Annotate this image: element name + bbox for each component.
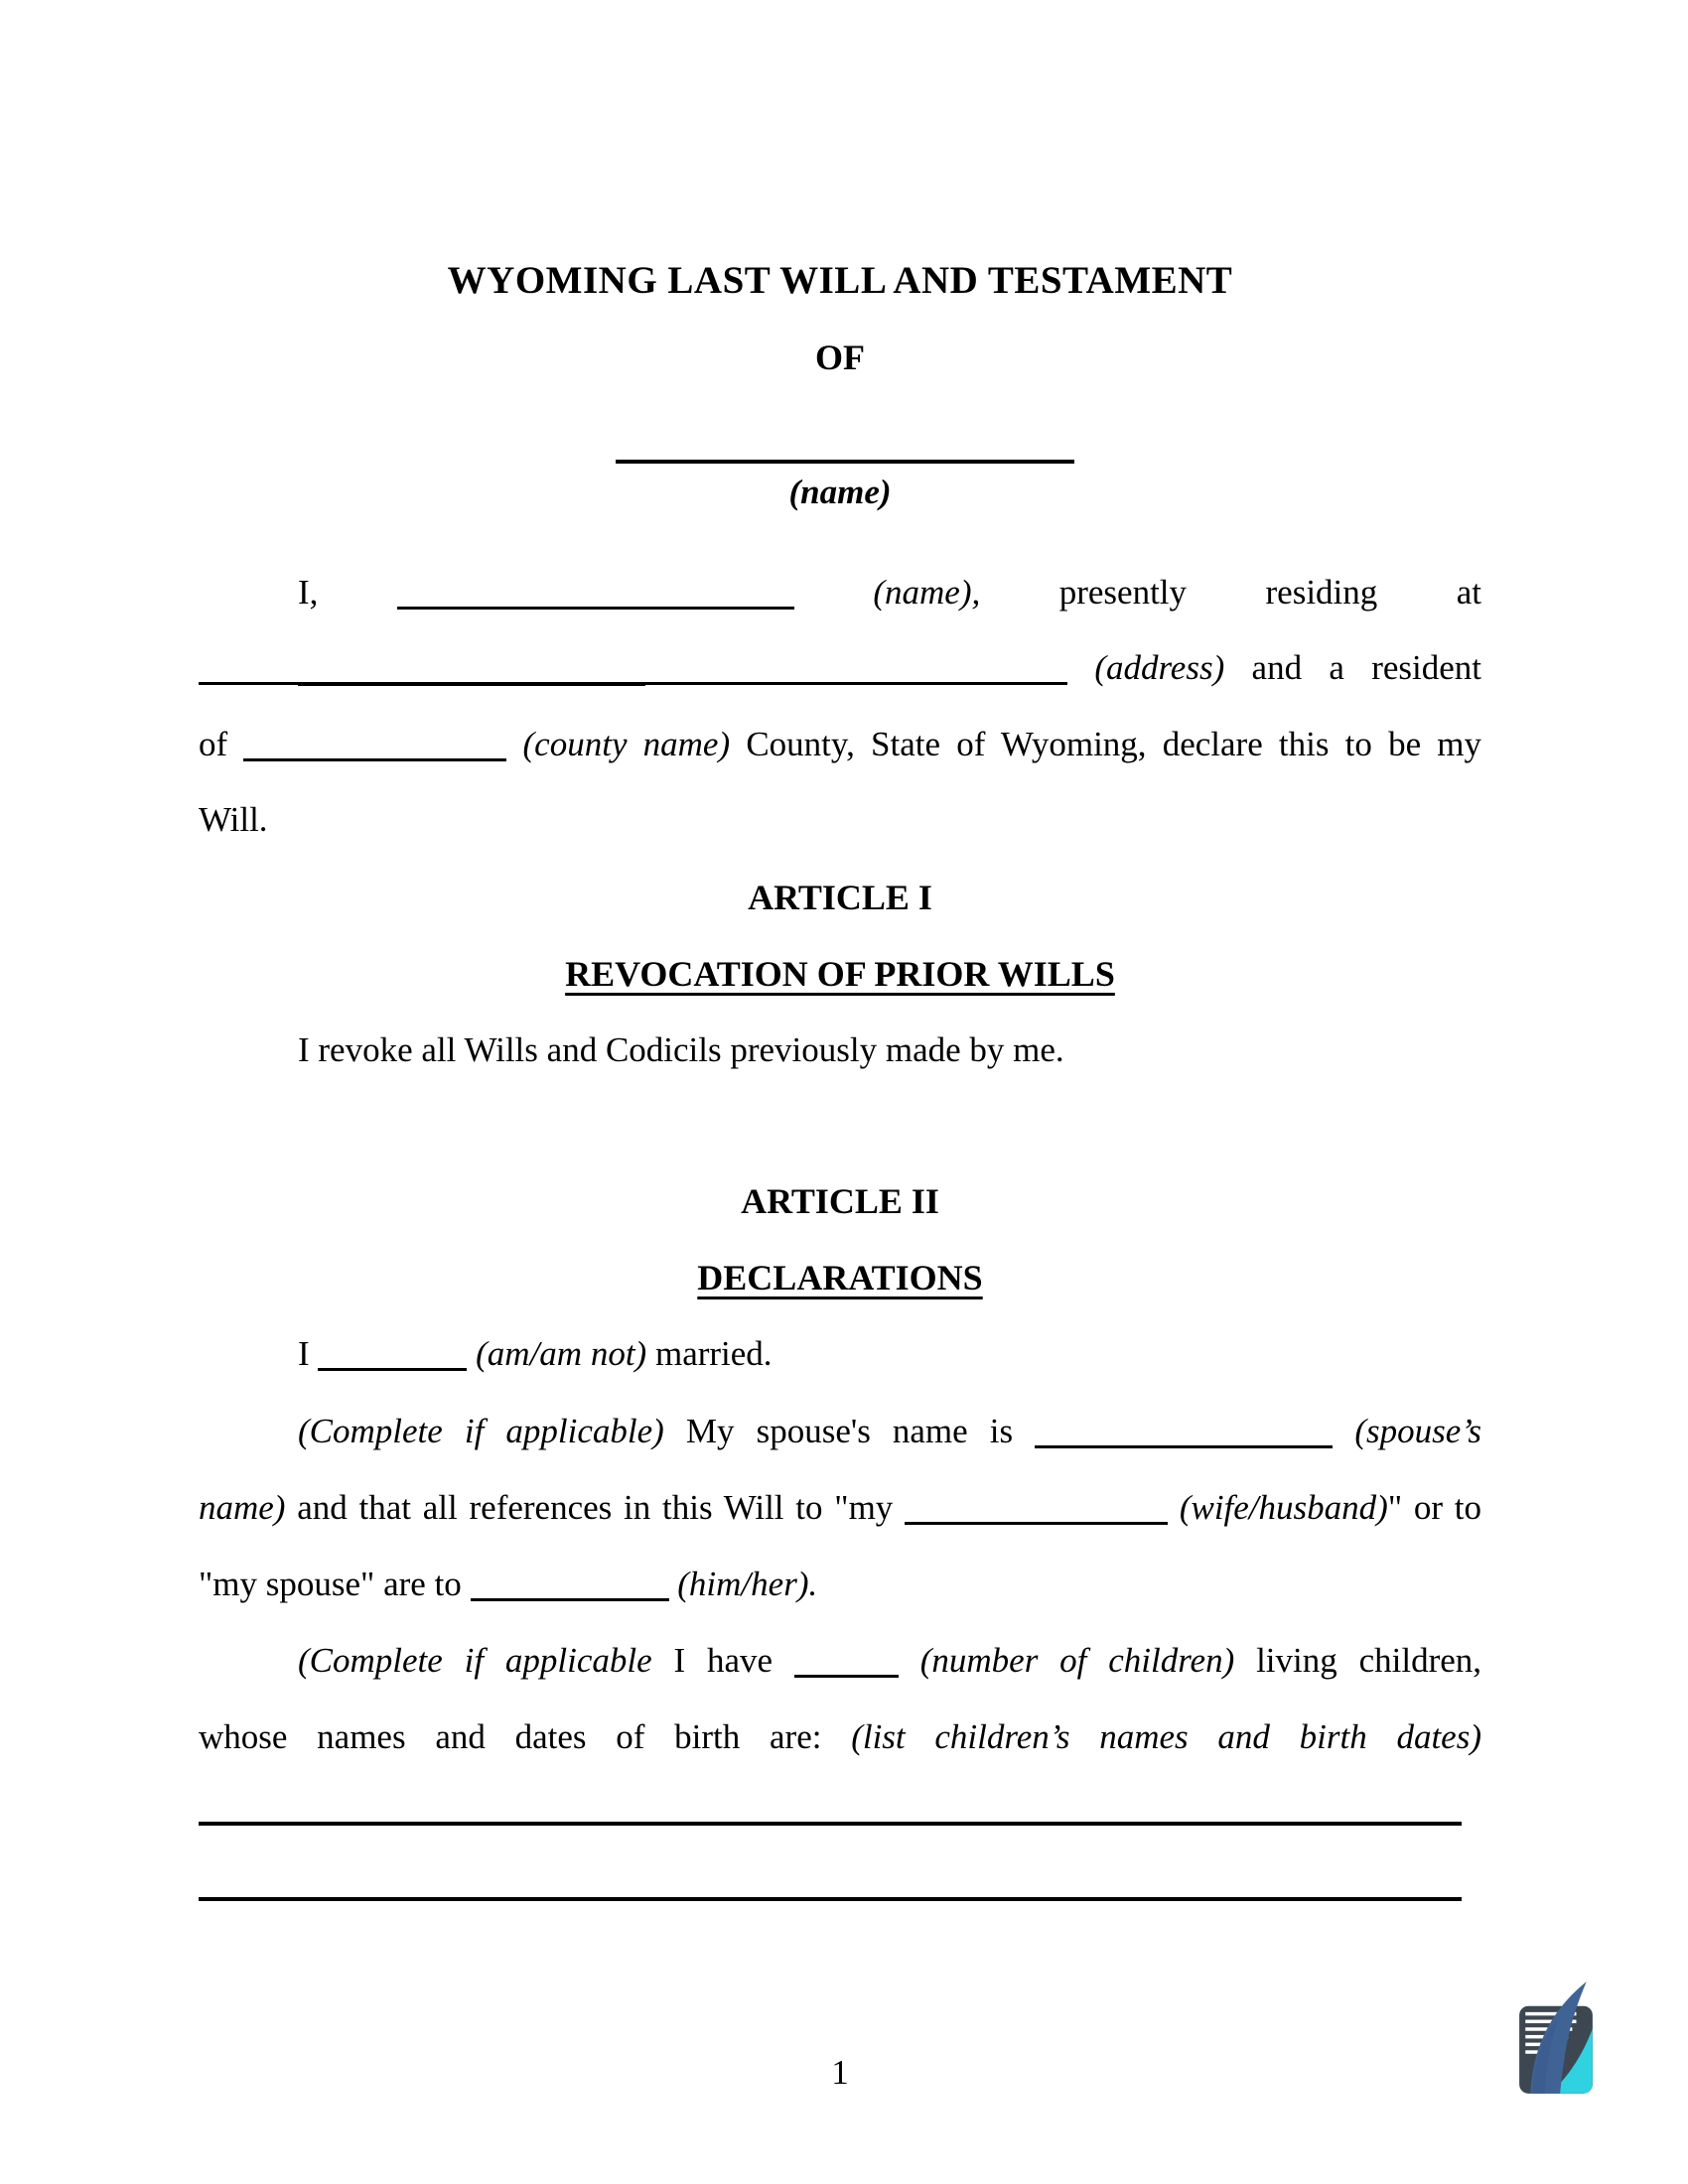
title-of: OF	[815, 338, 865, 377]
him-her-blank[interactable]	[471, 1589, 669, 1601]
page-number: 1	[831, 2053, 849, 2092]
my-spouse-text: "my spouse" are to	[199, 1565, 462, 1603]
spouse-name-hint-cont: name)	[199, 1488, 286, 1527]
document-title: WYOMING LAST WILL AND TESTAMENT	[447, 259, 1233, 302]
references-text: and that all references in this Will to "my	[297, 1488, 894, 1527]
intro-line-2	[199, 629, 1481, 706]
will-text: Will.	[199, 800, 268, 839]
him-her-hint: (him/her).	[677, 1565, 818, 1603]
children-count-blank[interactable]	[794, 1666, 899, 1678]
intro-line-1	[199, 554, 1481, 630]
formspal-logo	[1515, 1978, 1597, 2098]
article-2-subheading: DECLARATIONS	[697, 1258, 983, 1297]
article-1-heading: ARTICLE I	[748, 878, 932, 917]
article-1-subheading: REVOCATION OF PRIOR WILLS	[565, 954, 1115, 994]
intro-i: I,	[298, 573, 319, 612]
intro-line-4	[199, 781, 1481, 858]
married-text: married.	[654, 1334, 773, 1373]
children-list-line-2[interactable]	[199, 1897, 1462, 1901]
number-of-children-hint: (number of children)	[919, 1641, 1235, 1680]
name-hint: (name),	[873, 573, 981, 612]
children-list-hint: (list children’s names and birth dates)	[851, 1717, 1481, 1756]
county-blank[interactable]	[243, 750, 506, 761]
marital-status-blank[interactable]	[318, 1359, 467, 1371]
spouse-name-blank[interactable]	[1035, 1436, 1333, 1448]
birth-dates-text: whose names and dates of birth are:	[199, 1717, 822, 1756]
wife-husband-blank[interactable]	[905, 1513, 1168, 1525]
wife-husband-hint: (wife/husband)	[1179, 1488, 1388, 1527]
living-children-text: living children,	[1256, 1641, 1482, 1680]
intro-of: of	[199, 725, 228, 763]
spouse-line-1	[199, 1393, 1481, 1469]
spouse-name-text: My spouse's name is	[685, 1412, 1014, 1450]
or-to-text: " or to	[1387, 1488, 1482, 1527]
intro-resident-text: and a resident	[1251, 648, 1482, 687]
revocation-body: I revoke all Wills and Codicils previously made by me.	[298, 1030, 1064, 1069]
name-caption: (name)	[788, 473, 892, 511]
complete-if-applicable-hint-2: (Complete if applicable	[298, 1641, 652, 1680]
intro-line-3	[199, 706, 1481, 782]
address-blank[interactable]	[199, 673, 1067, 685]
address-hint: (address)	[1094, 648, 1225, 687]
spouse-line-2	[199, 1469, 1481, 1546]
county-hint: (county name)	[522, 725, 731, 763]
spouse-hint: (spouse’s	[1354, 1412, 1482, 1450]
article-2-heading: ARTICLE II	[741, 1181, 939, 1221]
intro-declare-text: County, State of Wyoming, declare this to be my	[746, 725, 1482, 763]
name-blank[interactable]	[397, 598, 794, 610]
married-i: I	[298, 1334, 310, 1373]
children-line-1	[199, 1622, 1481, 1699]
children-list-line-1[interactable]	[199, 1822, 1462, 1826]
complete-if-applicable-hint: (Complete if applicable)	[298, 1412, 664, 1450]
logo-page-shape	[1519, 1981, 1593, 2094]
married-line	[199, 1315, 1481, 1392]
intro-residing-text: presently residing at	[1058, 573, 1482, 612]
spouse-line-3	[199, 1546, 1481, 1622]
children-line-2	[199, 1699, 1481, 1775]
i-have-text: I have	[673, 1641, 774, 1680]
am-am-not-hint: (am/am not)	[476, 1334, 647, 1373]
